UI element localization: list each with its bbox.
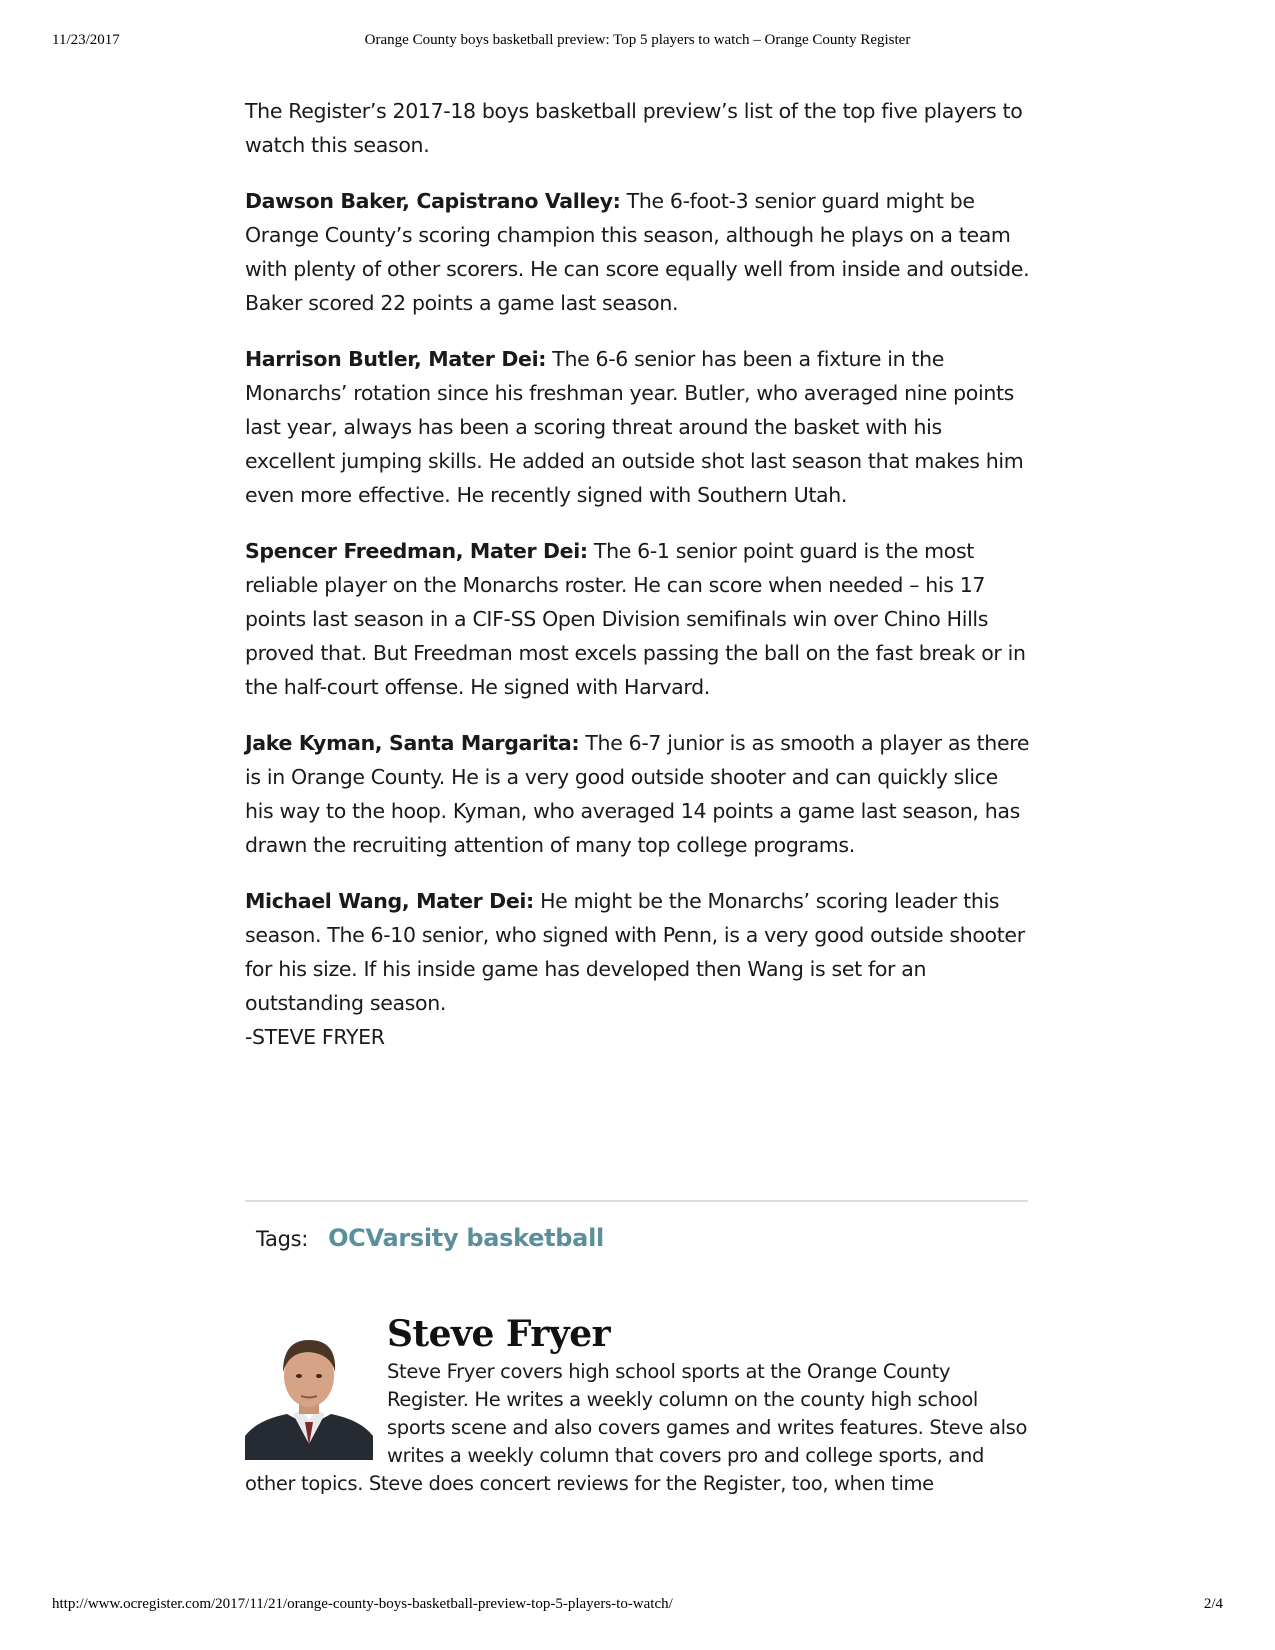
player-name: Dawson Baker, Capistrano Valley:	[245, 189, 621, 213]
print-url: http://www.ocregister.com/2017/11/21/orange-county-boys-basketball-preview-top-5-players-to-watch/	[52, 1596, 673, 1612]
player-description: The 6-1 senior point guard is the most reliable player on the Monarchs roster. He can score when needed – his 17 points last season in a CIF-SS Open Division semifinals win over Chino Hills proved that. But Freedman most excels passing the ball on the fast break or in the half-court offense. He signed with Harvard.	[245, 539, 1026, 699]
page-number: 2/4	[1203, 1596, 1223, 1612]
tags-label: Tags:	[256, 1227, 309, 1251]
player-name: Jake Kyman, Santa Margarita:	[245, 731, 580, 755]
print-page-title: Orange County boys basketball preview: Top 5 players to watch – Orange County Register	[364, 32, 911, 48]
player-description: The 6-7 junior is as smooth a player as there is in Orange County. He is a very good outside shooter and can quickly slice his way to the hoop. Kyman, who averaged 14 points a game last season, has drawn the recruiting attention of many top college programs.	[245, 731, 1030, 857]
print-header	[52, 32, 1223, 52]
player-description: The 6-6 senior has been a fixture in the Monarchs’ rotation since his freshman year. Butler, who averaged nine points last year, always has been a scoring threat around the basket with his excellent jumping skills. He added an outside shot last season that makes him even more effective. He recently signed with Southern Utah.	[245, 347, 1024, 507]
player-paragraph	[245, 884, 1030, 1054]
print-footer	[52, 1596, 1223, 1616]
tag-link-ocvarsity-basketball[interactable]: OCVarsity basketball	[328, 1224, 604, 1252]
author-bio: Steve Fryer covers high school sports at the Orange County Register. He writes a weekly column on the county high school sports scene and also covers games and writes features. Steve also writes a weekly column that covers pro and college sports, and other topics. Steve does concert reviews for the Register, too, when time	[245, 1360, 1028, 1495]
player-name: Harrison Butler, Mater Dei:	[245, 347, 547, 371]
player-name: Michael Wang, Mater Dei:	[245, 889, 534, 913]
player-paragraph	[245, 184, 1030, 320]
player-paragraph	[245, 534, 1030, 704]
player-name: Spencer Freedman, Mater Dei:	[245, 539, 588, 563]
section-divider	[245, 1200, 1028, 1202]
author-avatar	[245, 1324, 373, 1460]
article-body	[245, 94, 1030, 1076]
author-box	[245, 1310, 1030, 1498]
player-paragraph	[245, 726, 1030, 862]
player-description: He might be the Monarchs’ scoring leader this season. The 6-10 senior, who signed with Penn, is a very good outside shooter for his size. If his inside game has developed then Wang is set for an outstanding season.	[245, 889, 1025, 1015]
article-intro: The Register’s 2017-18 boys basketball preview’s list of the top five players to watch this season.	[245, 99, 1023, 157]
author-name: Steve Fryer	[387, 1313, 611, 1355]
player-paragraph	[245, 342, 1030, 512]
tags-row	[256, 1224, 604, 1260]
article-byline: -STEVE FRYER	[245, 1025, 385, 1049]
author-portrait-icon	[245, 1324, 373, 1460]
print-date: 11/23/2017	[52, 32, 120, 48]
player-description: The 6-foot-3 senior guard might be Orange County’s scoring champion this season, although he plays on a team with plenty of other scorers. He can score equally well from inside and outside. Baker scored 22 points a game last season.	[245, 189, 1030, 315]
